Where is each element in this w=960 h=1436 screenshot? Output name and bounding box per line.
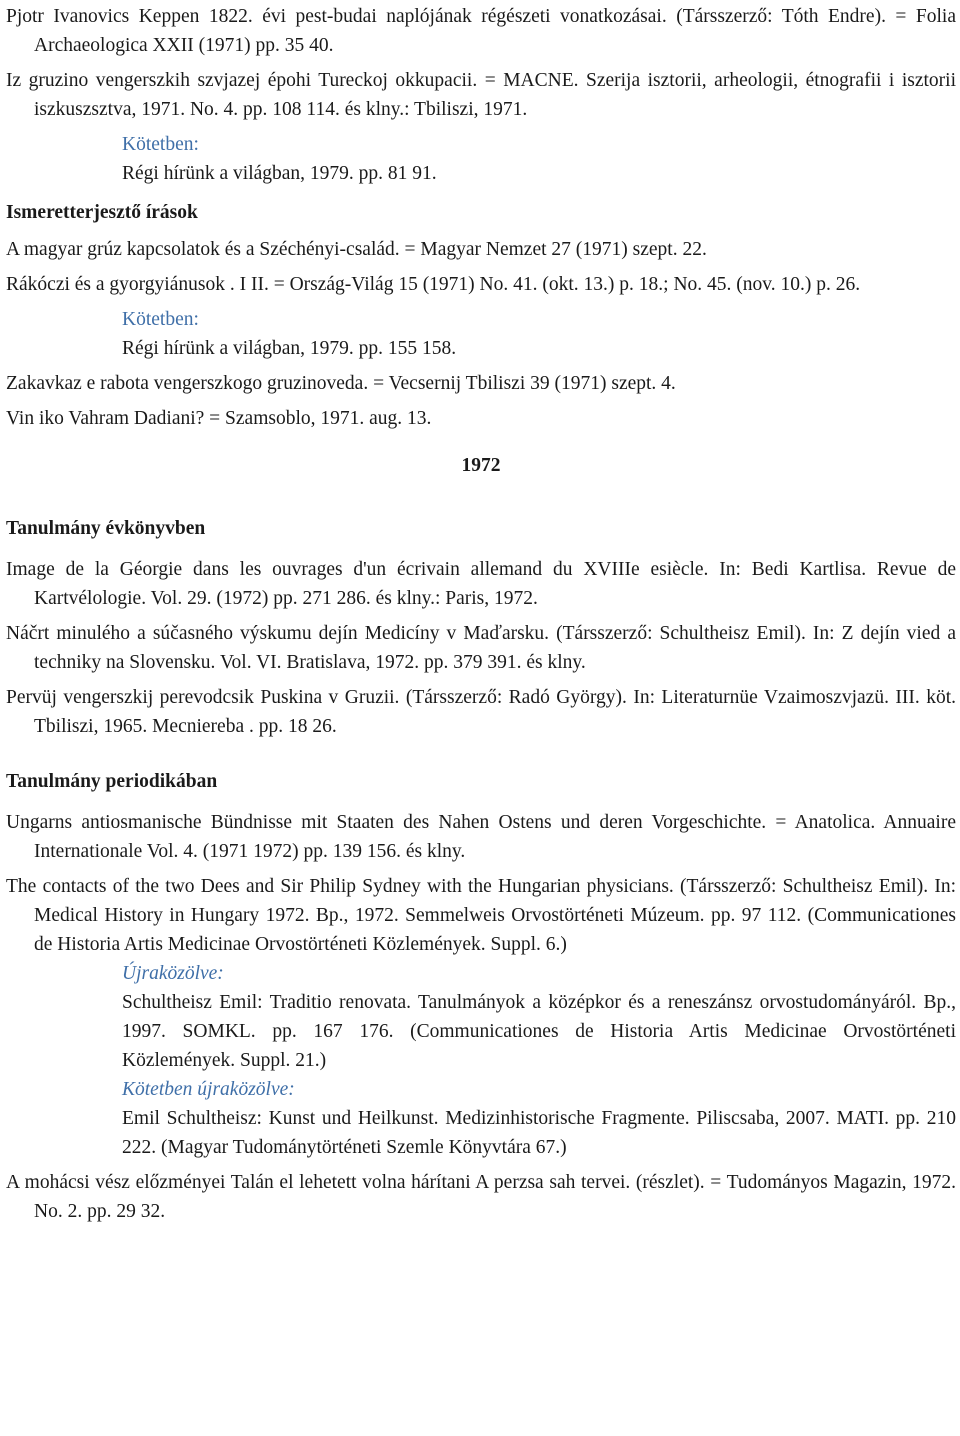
- sub-note: [6, 305, 956, 363]
- ujrakozolve-label: Újraközölve:: [122, 963, 224, 984]
- section-heading: Tanulmány évkönyvben: [6, 518, 206, 539]
- sub-note: [6, 130, 956, 188]
- bibliography-entry: Image de la Géorgie dans les ouvrages d'un écrivain allemand du XVIIIe esiècle. In: Bedi Kartlisa. Revue de Kartvélologie. Vol. 29. (1972) pp. 271 286. és klny.: Paris, 1972.: [6, 559, 956, 609]
- bibliography-entry: Ungarns antiosmanische Bündnisse mit Staaten des Nahen Ostens und deren Vorgeschichte. = Anatolica. Annuaire Internationale Vol. 4. (1971 1972) pp. 139 156. és klny.: [6, 812, 956, 862]
- section-heading: Tanulmány periodikában: [6, 771, 218, 792]
- section-heading: Ismeretterjesztő írások: [6, 202, 198, 223]
- kotetben-label: Kötetben:: [122, 134, 199, 155]
- sub-note-text: Régi hírünk a világban, 1979. pp. 81 91.: [122, 163, 437, 184]
- bibliography-entry: Pervüj vengerszkij perevodcsik Puskina v Gruzii. (Társszerző: Radó György). In: Literaturnüe Vzaimoszvjazü. III. köt. Tbiliszi, 1965. Mecniereba . pp. 18 26.: [6, 687, 956, 737]
- bibliography-entry: A magyar grúz kapcsolatok és a Széchényi-család. = Magyar Nemzet 27 (1971) szept. 22.: [6, 239, 707, 260]
- bibliography-entry: A mohácsi vész előzményei Talán el lehetett volna hárítani A perzsa sah tervei. (részlet). = Tudományos Magazin, 1972. No. 2. pp. 29 32.: [6, 1172, 956, 1222]
- document-page: [6, 0, 956, 1232]
- kotetben-label: Kötetben:: [122, 309, 199, 330]
- bibliography-entry: Zakavkaz e rabota vengerszkogo gruzinoveda. = Vecsernij Tbiliszi 39 (1971) szept. 4.: [6, 373, 676, 394]
- bibliography-entry: Iz gruzino vengerszkih szvjazej épohi Tureckoj okkupacii. = MACNE. Szerija isztorii, arheologii, étnografii i isztorii iszkuszsztva, 1971. No. 4. pp. 108 114. és klny.: Tbiliszi, 1971.: [6, 70, 956, 120]
- bibliography-entry: Náčrt minulého a súčasného výskumu dejín Medicíny v Maďarsku. (Társszerző: Schultheisz Emil). In: Z dejín vied a techniky na Slovensku. Vol. VI. Bratislava, 1972. pp. 379 391. és klny.: [6, 623, 956, 673]
- sub-note: [6, 959, 956, 1162]
- sub-note-text: Régi hírünk a világban, 1979. pp. 155 158.: [122, 338, 457, 359]
- year-heading: 1972: [461, 455, 501, 476]
- kotetben-ujra-label: Kötetben újraközölve:: [122, 1079, 295, 1100]
- sub-note-text: Emil Schultheisz: Kunst und Heilkunst. Medizinhistorische Fragmente. Piliscsaba, 2007. MATI. pp. 210 222. (Magyar Tudománytörténeti Szemle Könyvtára 67.): [122, 1108, 956, 1158]
- sub-note-text: Schultheisz Emil: Traditio renovata. Tanulmányok a középkor és a reneszánsz orvostudományáról. Bp., 1997. SOMKL. pp. 167 176. (Communicationes de Historia Artis Medicinae Orvostörténeti Közlemények. Suppl. 21.): [122, 992, 956, 1071]
- bibliography-entry: The contacts of the two Dees and Sir Philip Sydney with the Hungarian physicians. (Társszerző: Schultheisz Emil). In: Medical History in Hungary 1972. Bp., 1972. Semmelweis Orvostörténeti Múzeum. pp. 97 112. (Communicationes de Historia Artis Medicinae Orvostörténeti Közlemények. Suppl. 6.): [6, 876, 956, 955]
- bibliography-entry: Rákóczi és a gyorgyiánusok . I II. = Ország-Világ 15 (1971) No. 41. (okt. 13.) p. 18.; No. 45. (nov. 10.) p. 26.: [6, 274, 861, 295]
- bibliography-entry: Vin iko Vahram Dadiani? = Szamsoblo, 1971. aug. 13.: [6, 408, 432, 429]
- bibliography-entry: Pjotr Ivanovics Keppen 1822. évi pest-budai naplójának régészeti vonatkozásai. (Társszerző: Tóth Endre). = Folia Archaeologica XXII (1971) pp. 35 40.: [6, 6, 956, 56]
